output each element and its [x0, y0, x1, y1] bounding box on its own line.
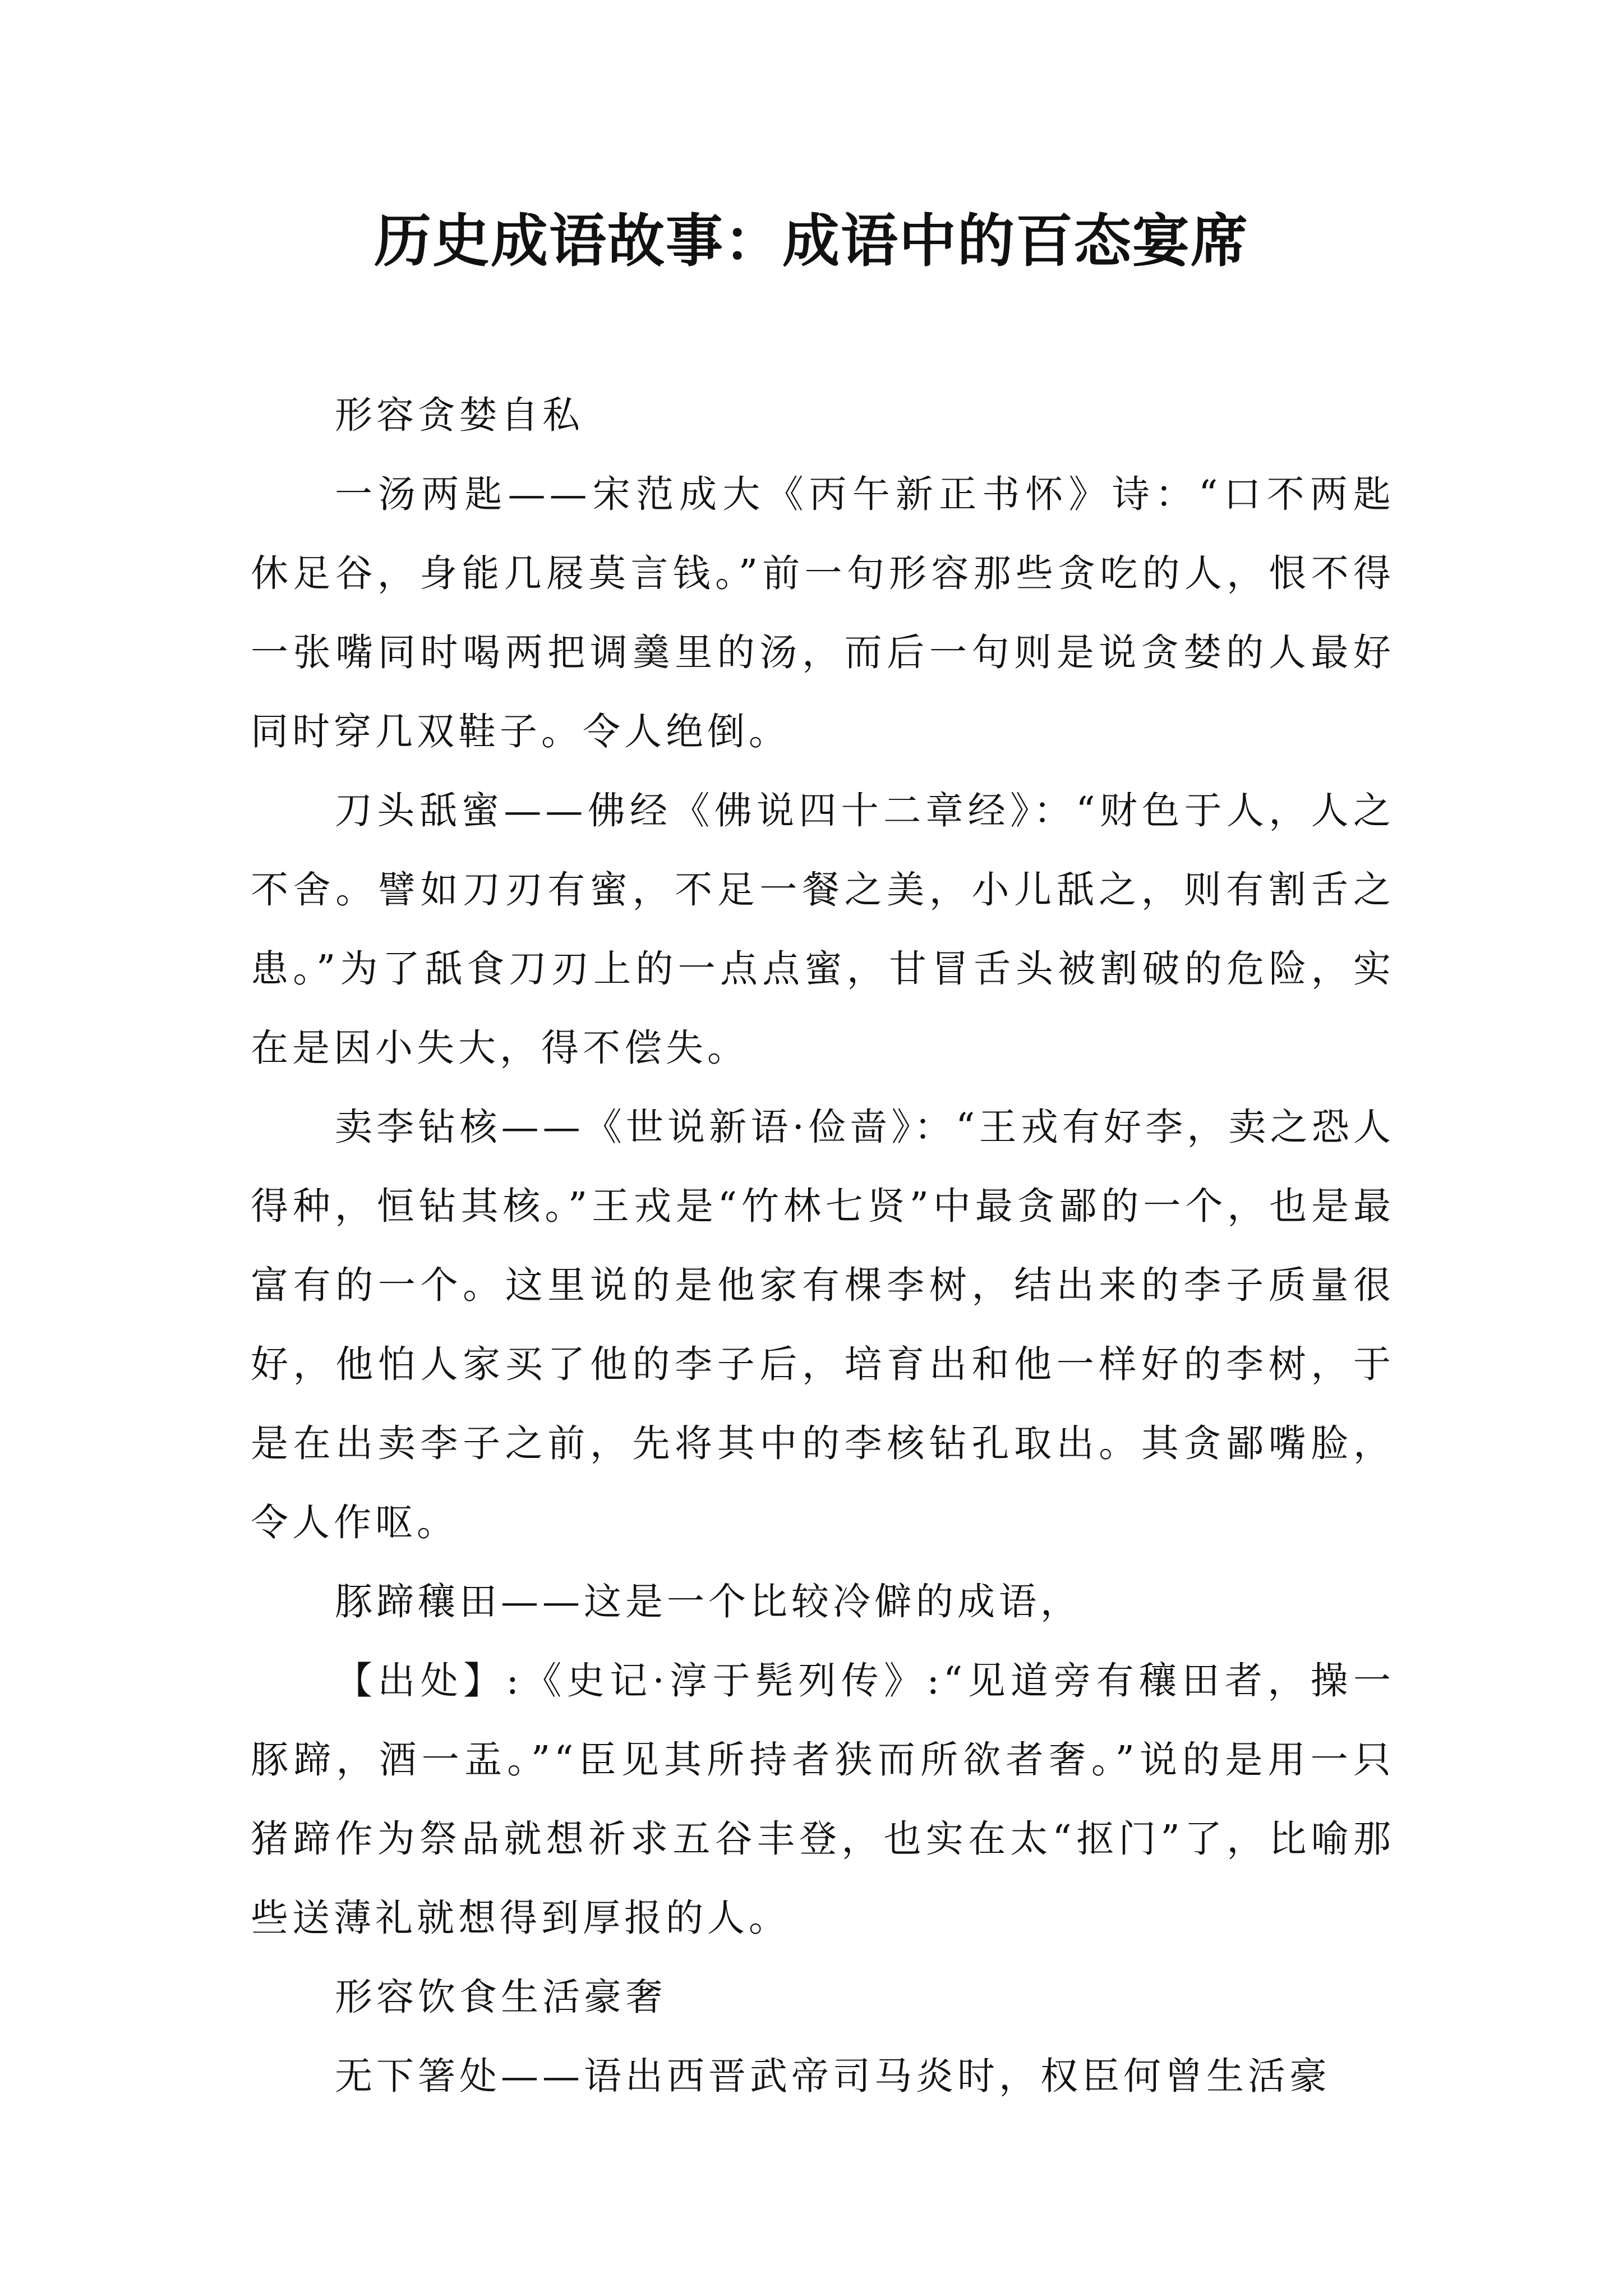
section-heading-greed: 形容贪婪自私	[335, 393, 584, 437]
paragraph-wu-xia-zhu-chu: 无下箸处——语出西晋武帝司马炎时，权臣何曾生活豪	[335, 2054, 1331, 2098]
section-heading-luxury: 形容饮食生活豪奢	[335, 1975, 667, 2019]
paragraph-source-citation: 【出处】:《史记·淳于髡列传》:“见道旁有穰田者，操一豚蹄，酒一盂。”“臣见其所持者狭而所欲者奢。”说的是用一只猪蹄作为祭品就想祈求五谷丰登，也实在太“抠门”了，比喻那些送薄礼就想得到厚报的人。	[251, 1659, 1395, 1940]
document-body	[251, 376, 1395, 2116]
paragraph-yi-tang-liang-chi: 一汤两匙——宋范成大《丙午新正书怀》诗：“口不两匙休足谷，身能几屐莫言钱。”前一句形容那些贪吃的人，恨不得一张嘴同时喝两把调羹里的汤，而后一句则是说贪婪的人最好同时穿几双鞋子。令人绝倒。	[251, 472, 1395, 753]
document-title: 历史成语故事：成语中的百态宴席	[374, 208, 1249, 275]
paragraph-dao-tou-shi-mi: 刀头舐蜜——佛经《佛说四十二章经》：“财色于人，人之不舍。譬如刀刃有蜜，不足一餐之美，小儿舐之，则有割舌之患。”为了舐食刀刃上的一点点蜜，甘冒舌头被割破的危险，实在是因小失大，得不偿失。	[251, 789, 1395, 1070]
paragraph-mai-li-zuan-he: 卖李钻核——《世说新语·俭啬》：“王戎有好李，卖之恐人得种，恒钻其核。”王戎是“竹林七贤”中最贪鄙的一个，也是最富有的一个。这里说的是他家有棵李树，结出来的李子质量很好，他怕人家买了他的李子后，培育出和他一样好的李树，于是在出卖李子之前，先将其中的李核钻孔取出。其贪鄙嘴脸，令人作呕。	[251, 1105, 1395, 1544]
paragraph-tun-ti-rang-tian: 豚蹄穰田——这是一个比较冷僻的成语，	[335, 1580, 1082, 1623]
